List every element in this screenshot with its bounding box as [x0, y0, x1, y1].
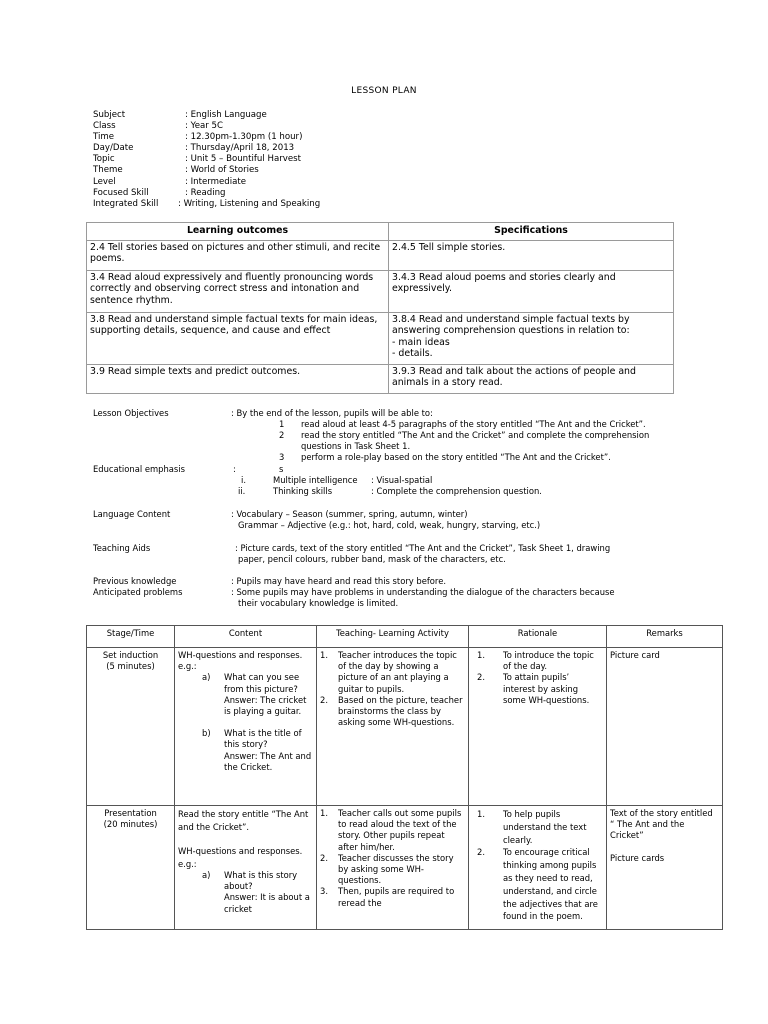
lesson-steps-table — [86, 625, 723, 930]
activity-item — [320, 886, 465, 908]
language-label: Language Content — [93, 509, 171, 519]
activity-item — [320, 695, 465, 729]
content-cell — [175, 806, 317, 930]
anticipated-line: : Some pupils may have problems in understanding the dialogue of the characters because — [231, 587, 615, 597]
activity-text: Teacher discusses the story by asking some WH-questions. — [338, 852, 454, 886]
objective-text: read the story entitled “The Ant and the Cricket” and complete the comprehension — [301, 430, 650, 440]
objectives-label: Lesson Objectives — [93, 408, 169, 418]
info-value: : 12.30pm-1.30pm (1 hour) — [185, 132, 303, 143]
rationale-item — [477, 672, 603, 706]
content-cell — [175, 648, 317, 806]
info-label: Level — [93, 176, 116, 187]
rationale-text: To attain pupils’ interest by asking some WH-questions. — [503, 672, 590, 705]
remarks-text: Picture cards — [610, 852, 665, 863]
table-cell: 3.4 Read aloud expressively and fluently pronouncing words correctly and observing correct stress and intonation and sentence rhythm. — [87, 271, 389, 313]
answer-text: Answer: It is about a cricket — [224, 892, 310, 914]
objectives-intro: : By the end of the lesson, pupils will be able to: — [231, 408, 433, 418]
anticipated-line: their vocabulary knowledge is limited. — [238, 598, 399, 608]
objective-number: 1 — [279, 419, 285, 429]
activity-text: Based on the picture, teacher brainstorms the class by asking some WH-questions. — [338, 694, 463, 728]
emphasis-value: : Complete the comprehension question. — [371, 486, 542, 496]
emphasis-bullet: s — [279, 464, 284, 474]
question-letter: a) — [202, 870, 211, 880]
table-row — [87, 313, 674, 365]
table-cell: 3.9.3 Read and talk about the actions of people and animals in a story read. — [389, 365, 674, 394]
language-line: : Vocabulary – Season (summer, spring, autumn, winter) — [231, 509, 468, 519]
learning-outcomes-table — [86, 222, 674, 394]
info-value: : Unit 5 – Bountiful Harvest — [185, 154, 301, 165]
activity-item — [320, 808, 465, 853]
activity-item — [320, 650, 465, 695]
rationale-item — [477, 808, 603, 846]
content-intro: Read the story entitle “The Ant and the Cricket”. — [178, 809, 309, 832]
emphasis-number: ii. — [238, 486, 246, 496]
column-header: Remarks — [607, 626, 723, 648]
stage-name: Presentation — [104, 808, 157, 818]
content-intro: WH-questions and responses. — [178, 650, 303, 660]
table-header-row — [87, 626, 723, 648]
question-item — [178, 672, 313, 717]
table-row — [87, 271, 674, 313]
info-label: Topic — [93, 154, 115, 165]
emphasis-name: Multiple intelligence — [273, 475, 358, 485]
info-value: : Year 5C — [185, 121, 224, 132]
objective-text: perform a role-play based on the story entitled “The Ant and the Cricket”. — [301, 452, 611, 462]
activity-number: 3. — [320, 886, 328, 897]
rationale-text: To introduce the topic of the day. — [503, 650, 594, 672]
answer-text: Answer: The Ant and the Cricket. — [224, 750, 312, 772]
info-label: Integrated Skill — [93, 198, 159, 209]
previous-label: Previous knowledge — [93, 576, 177, 586]
column-header: Teaching- Learning Activity — [317, 626, 469, 648]
content-wh: WH-questions and responses. — [178, 846, 303, 856]
question-text: What is the title of this story? — [224, 728, 302, 750]
answer-text: Answer: The cricket is playing a guitar. — [224, 694, 307, 717]
question-text: What can you see from this picture? — [224, 672, 300, 694]
column-header: Content — [175, 626, 317, 648]
table-header-row — [87, 223, 674, 241]
rationale-text: To help pupils understand the text clearly. — [503, 809, 587, 845]
objective-number: 2 — [279, 430, 285, 440]
rationale-cell — [469, 806, 607, 930]
info-label: Class — [93, 121, 116, 132]
stage-cell — [87, 806, 175, 930]
rationale-cell — [469, 648, 607, 806]
table-cell: 3.8 Read and understand simple factual texts for main ideas, supporting details, sequence, and cause and effect — [87, 313, 389, 365]
question-letter: b) — [202, 728, 211, 739]
remarks-cell — [607, 806, 723, 930]
emphasis-label: Educational emphasis — [93, 464, 185, 474]
table-row — [87, 241, 674, 271]
rationale-number: 2. — [477, 672, 485, 683]
question-item — [178, 728, 313, 773]
table-cell: 3.9 Read simple texts and predict outcomes. — [87, 365, 389, 394]
emphasis-colon: : — [233, 464, 236, 474]
rationale-item — [477, 846, 603, 923]
stage-cell — [87, 648, 175, 806]
activity-number: 2. — [320, 694, 328, 705]
page-title: LESSON PLAN — [351, 86, 417, 96]
table-cell: 3.4.3 Read aloud poems and stories clearly and expressively. — [389, 271, 674, 313]
content-eg: e.g.: — [178, 858, 197, 869]
rationale-number: 1. — [477, 650, 485, 660]
info-value: : Thursday/April 18, 2013 — [185, 143, 295, 154]
info-label: Day/Date — [93, 143, 134, 154]
activity-text: Then, pupils are required to reread the — [338, 886, 455, 908]
rationale-text: To encourage critical thinking among pupils as they need to read, understand, and circle the adjectives that are found in the poem. — [503, 847, 598, 922]
rationale-number: 2. — [477, 847, 485, 858]
info-value: : Intermediate — [185, 176, 247, 187]
aids-line: : Picture cards, text of the story entitled “The Ant and the Cricket”, Task Sheet 1, drawing — [235, 543, 611, 553]
info-label: Subject — [93, 110, 126, 120]
activity-text: Teacher introduces the topic of the day by showing a picture of an ant playing a guitar to pupils. — [338, 650, 457, 694]
anticipated-label: Anticipated problems — [93, 587, 183, 597]
activity-number: 2. — [320, 852, 328, 863]
question-text: What is this story about? — [224, 870, 298, 892]
emphasis-name: Thinking skills — [273, 486, 333, 496]
objective-text-continued: questions in Task Sheet 1. — [301, 441, 411, 451]
column-header: Learning outcomes — [87, 223, 389, 241]
rationale-number: 1. — [477, 809, 485, 819]
info-value: : Reading — [185, 187, 226, 198]
question-letter: a) — [202, 672, 211, 683]
info-value: : World of Stories — [185, 165, 259, 176]
info-value: : Writing, Listening and Speaking — [178, 198, 321, 209]
remarks-text: Picture card — [610, 650, 660, 660]
activity-cell — [317, 648, 469, 806]
table-row-presentation — [87, 806, 723, 930]
emphasis-value: : Visual-spatial — [371, 475, 433, 485]
info-label: Focused Skill — [93, 187, 149, 198]
content-eg: e.g.: — [178, 661, 197, 672]
activity-cell — [317, 806, 469, 930]
column-header: Rationale — [469, 626, 607, 648]
rationale-item — [477, 650, 603, 672]
info-value: : English Language — [185, 110, 267, 120]
question-item — [178, 870, 313, 915]
table-cell: 3.8.4 Read and understand simple factual texts by answering comprehension questions in relation to: - main ideas - details. — [389, 313, 674, 365]
table-cell: 2.4 Tell stories based on pictures and other stimuli, and recite poems. — [87, 241, 389, 271]
remarks-cell — [607, 648, 723, 806]
stage-time: (20 minutes) — [103, 819, 158, 830]
aids-label: Teaching Aids — [93, 543, 151, 553]
stage-time: (5 minutes) — [106, 661, 155, 672]
info-label: Theme — [93, 165, 123, 176]
table-row — [87, 365, 674, 394]
activity-number: 1. — [320, 650, 328, 660]
remarks-text: Text of the story entitled “ The Ant and the Cricket” — [610, 808, 713, 841]
emphasis-number: i. — [241, 475, 246, 485]
info-label: Time — [93, 132, 115, 143]
activity-item — [320, 853, 465, 887]
activity-text: Teacher calls out some pupils to read aloud the text of the story. Other pupils repeat after him/her. — [338, 808, 462, 852]
table-row-set-induction — [87, 648, 723, 806]
language-line: Grammar – Adjective (e.g.: hot, hard, cold, weak, hungry, starving, etc.) — [238, 520, 541, 530]
table-cell: 2.4.5 Tell simple stories. — [389, 241, 674, 271]
column-header: Stage/Time — [87, 626, 175, 648]
activity-number: 1. — [320, 808, 328, 818]
stage-name: Set induction — [102, 650, 159, 660]
objective-number: 3 — [279, 452, 285, 462]
previous-value: : Pupils may have heard and read this story before. — [231, 576, 447, 586]
aids-line: paper, pencil colours, rubber band, mask of the characters, etc. — [238, 554, 506, 564]
objective-text: read aloud at least 4-5 paragraphs of the story entitled “The Ant and the Cricket”. — [301, 419, 646, 429]
column-header: Specifications — [389, 223, 674, 241]
